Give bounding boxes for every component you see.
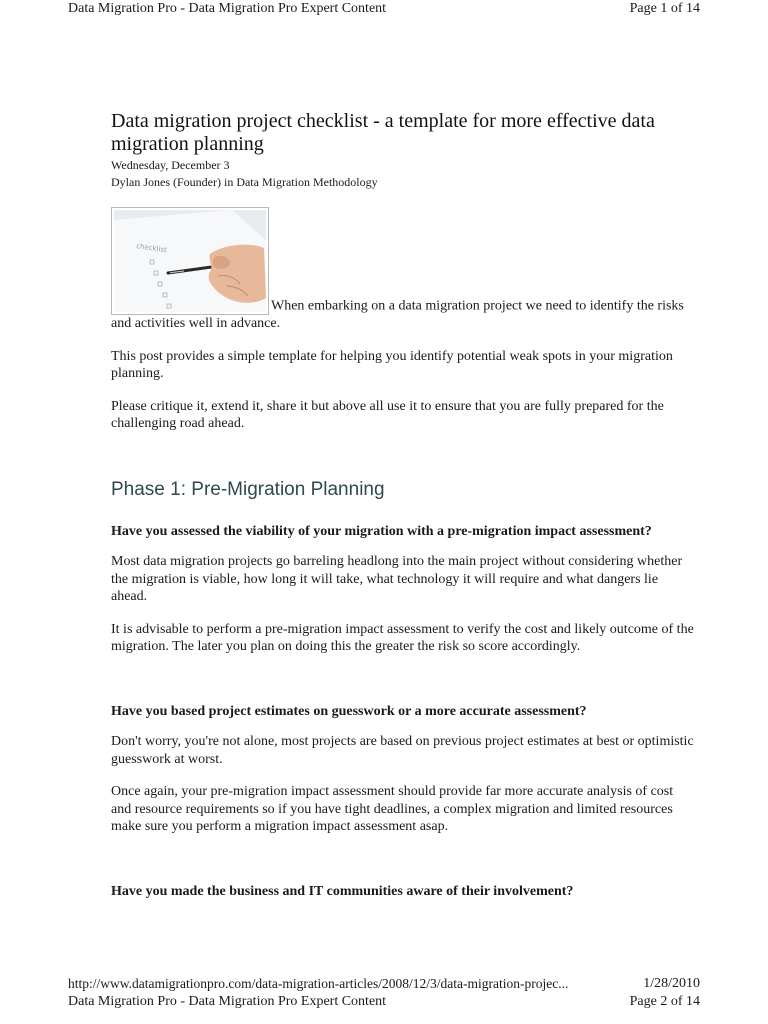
footer-url: http://www.datamigrationpro.com/data-migration-articles/2008/12/3/data-migration-projec... <box>68 976 569 991</box>
next-page-indicator: Page 2 of 14 <box>629 994 700 1009</box>
post-date: Wednesday, December 3 <box>111 158 230 172</box>
print-header <box>68 0 700 20</box>
answer-paragraph: It is advisable to perform a pre-migration impact assessment to verify the cost and likely outcome of the migration. The later you plan on doing this the greater the risk so score accordingly. <box>111 621 694 654</box>
footer-print-date: 1/28/2010 <box>643 976 700 991</box>
article <box>111 110 696 900</box>
paragraph-critique: Please critique it, extend it, share it but above all use it to ensure that you are fully prepared for the challenging road ahead. <box>111 398 664 431</box>
post-title: Data migration project checklist - a template for more effective data migration planning <box>111 110 655 155</box>
header-page-indicator: Page 1 of 14 <box>629 1 700 16</box>
question-impact-assessment: Have you assessed the viability of your migration with a pre-migration impact assessment? <box>111 523 652 539</box>
answer-paragraph: Don't worry, you're not alone, most projects are based on previous project estimates at best or optimistic guesswork at worst. <box>111 734 694 767</box>
phase-1-heading: Phase 1: Pre-Migration Planning <box>111 478 385 500</box>
intro-block <box>111 207 696 333</box>
svg-text:checklist: checklist <box>135 242 168 255</box>
intro-text: When embarking on a data migration project we need to identify the risks and activities well in advance. <box>111 298 684 331</box>
next-page-site-title: Data Migration Pro - Data Migration Pro Expert Content <box>68 994 387 1009</box>
paragraph-template: This post provides a simple template for helping you identify potential weak spots in your migration planning. <box>111 348 673 381</box>
question-project-estimates: Have you based project estimates on guesswork or a more accurate assessment? <box>111 703 587 719</box>
question-business-it-awareness: Have you made the business and IT communities aware of their involvement? <box>111 883 574 899</box>
answer-paragraph: Most data migration projects go barreling headlong into the main project without considering whether the migration is viable, how long it will take, what technology it will require and what dangers lie ahead. <box>111 554 683 604</box>
post-meta <box>111 157 696 191</box>
answer-paragraph: Once again, your pre-migration impact assessment should provide far more accurate analysis of cost and resource requirements so if you have tight deadlines, a complex migration and limited resources make sure you perform a migration impact assessment asap. <box>111 784 674 834</box>
header-site-title: Data Migration Pro - Data Migration Pro Expert Content <box>68 1 387 16</box>
checklist-photo <box>111 207 269 315</box>
post-byline: Dylan Jones (Founder) in Data Migration Methodology <box>111 175 378 189</box>
